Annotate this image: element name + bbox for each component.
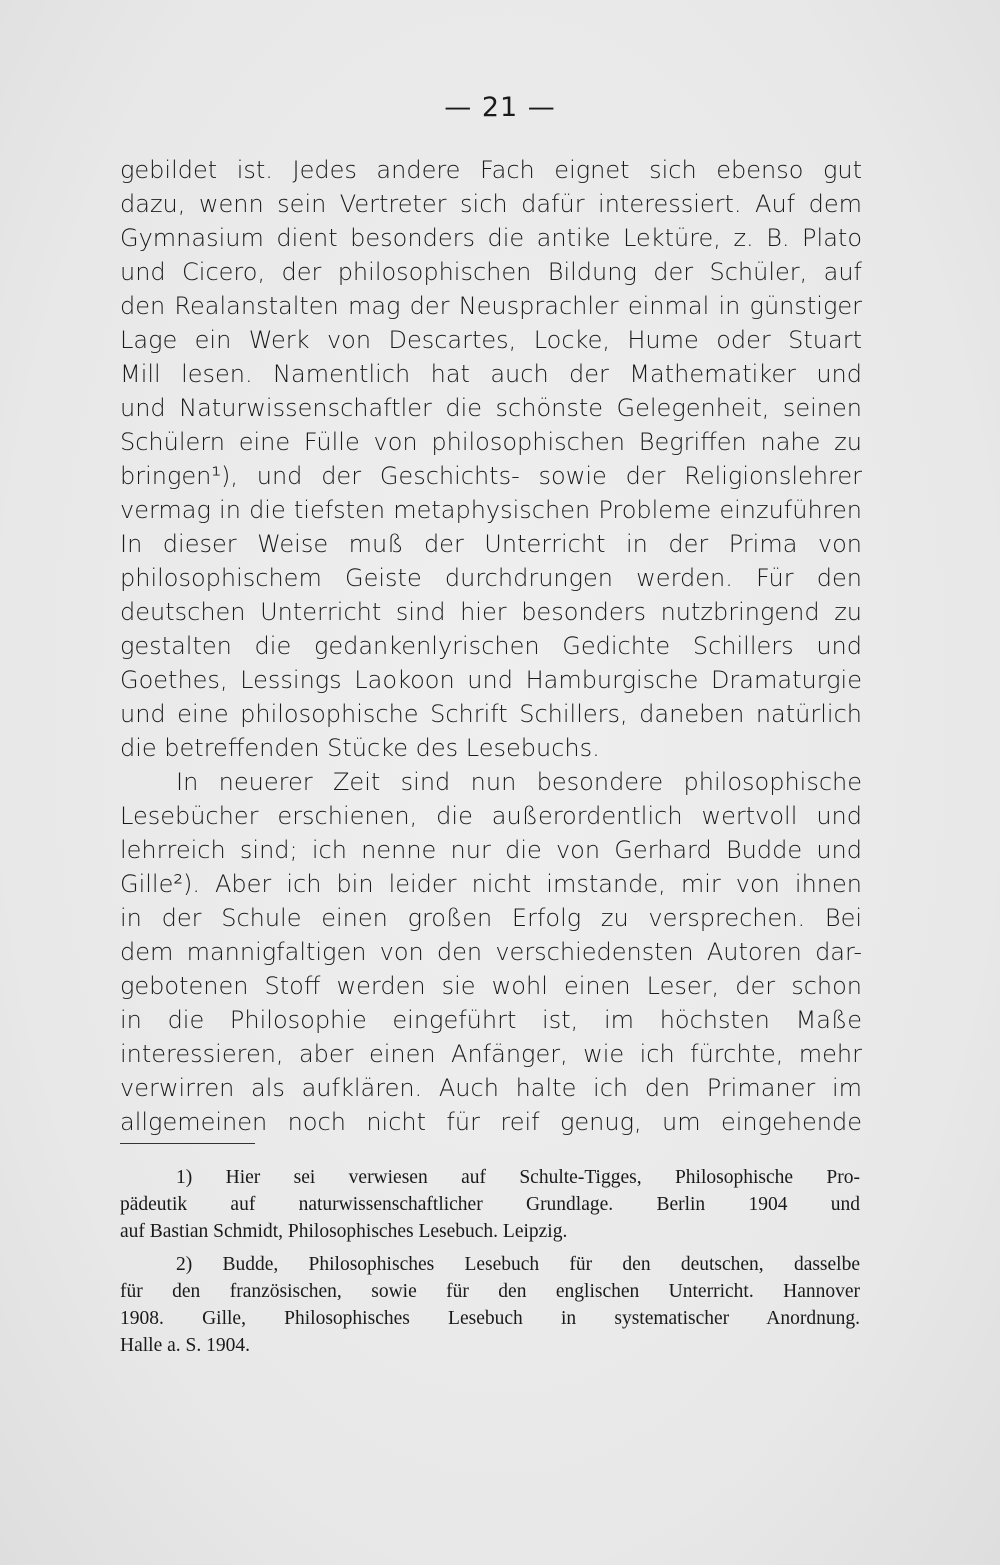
text-line: Gille²). Aber ich bin leider nicht imstande, mir von ihnen xyxy=(120,870,862,898)
text-line: und Naturwissenschaftler die schönste Gelegenheit, seinen xyxy=(120,394,862,422)
text-line: philosophischem Geiste durchdrungen werden. Für den xyxy=(120,564,862,592)
text-line: Mill lesen. Namentlich hat auch der Mathematiker und xyxy=(120,360,862,388)
text-line: Goethes, Lessings Laokoon und Hamburgische Dramaturgie xyxy=(120,666,862,694)
text-line: lehrreich sind; ich nenne nur die von Gerhard Budde und xyxy=(120,836,862,864)
text-line: dem mannigfaltigen von den verschiedensten Autoren dar- xyxy=(120,938,862,966)
footnote-2 xyxy=(120,1251,860,1359)
footnote-line: Halle a. S. 1904. xyxy=(120,1335,250,1356)
text-line: den Realanstalten mag der Neusprachler einmal in günstiger xyxy=(120,292,862,320)
text-line: in der Schule einen großen Erfolg zu versprechen. Bei xyxy=(120,904,862,932)
text-line: deutschen Unterricht sind hier besonders nutzbringend zu xyxy=(120,598,862,626)
text-line: gebildet ist. Jedes andere Fach eignet sich ebenso gut xyxy=(120,156,862,184)
footnotes xyxy=(120,1164,860,1359)
text-line: und Cicero, der philosophischen Bildung der Schüler, auf xyxy=(120,258,862,286)
text-line: Gymnasium dient besonders die antike Lektüre, z. B. Plato xyxy=(120,224,862,252)
footnote-separator xyxy=(120,1143,255,1144)
text-line: Schülern eine Fülle von philosophischen Begriffen nahe zu xyxy=(120,428,862,456)
text-line: allgemeinen noch nicht für reif genug, um eingehende xyxy=(120,1108,862,1136)
footnote-line: auf Bastian Schmidt, Philosophisches Lesebuch. Leipzig. xyxy=(120,1221,568,1242)
text-line: Lesebücher erschienen, die außerordentlich wertvoll und xyxy=(120,802,862,830)
paragraph-start-line: In neuerer Zeit sind nun besondere philosophische xyxy=(176,768,862,796)
text-line: Lage ein Werk von Descartes, Locke, Hume oder Stuart xyxy=(120,326,862,354)
main-text xyxy=(120,153,862,1139)
text-line: verwirren als aufklären. Auch halte ich den Primaner im xyxy=(120,1074,862,1102)
text-line: bringen¹), und der Geschichts- sowie der Religionslehrer xyxy=(120,462,862,490)
text-line: gestalten die gedankenlyrischen Gedichte Schillers und xyxy=(120,632,862,660)
page-number: — 21 — xyxy=(444,92,556,123)
footnote-1 xyxy=(120,1164,860,1245)
footnote-line: 1908. Gille, Philosophisches Lesebuch in systematischer Anordnung. xyxy=(120,1308,860,1329)
text-line: und eine philosophische Schrift Schillers, daneben natürlich xyxy=(120,700,862,728)
text-line: in die Philosophie eingeführt ist, im höchsten Maße xyxy=(120,1006,862,1034)
footnote-line: für den französischen, sowie für den englischen Unterricht. Hannover xyxy=(120,1281,860,1302)
text-line: vermag in die tiefsten metaphysischen Probleme einzuführen xyxy=(120,496,862,524)
footnote-line: 1) Hier sei verwiesen auf Schulte-Tigges, Philosophische Pro- xyxy=(176,1167,860,1188)
text-line: gebotenen Stoff werden sie wohl einen Leser, der schon xyxy=(120,972,862,1000)
text-line: interessieren, aber einen Anfänger, wie ich fürchte, mehr xyxy=(120,1040,862,1068)
text-line: dazu, wenn sein Vertreter sich dafür interessiert. Auf dem xyxy=(120,190,862,218)
footnote-line: 2) Budde, Philosophisches Lesebuch für den deutschen, dasselbe xyxy=(176,1254,860,1275)
footnote-line: pädeutik auf naturwissenschaftlicher Grundlage. Berlin 1904 und xyxy=(120,1194,860,1215)
paragraph-end-line: die betreffenden Stücke des Lesebuchs. xyxy=(120,734,600,762)
text-line: In dieser Weise muß der Unterricht in der Prima von xyxy=(120,530,862,558)
